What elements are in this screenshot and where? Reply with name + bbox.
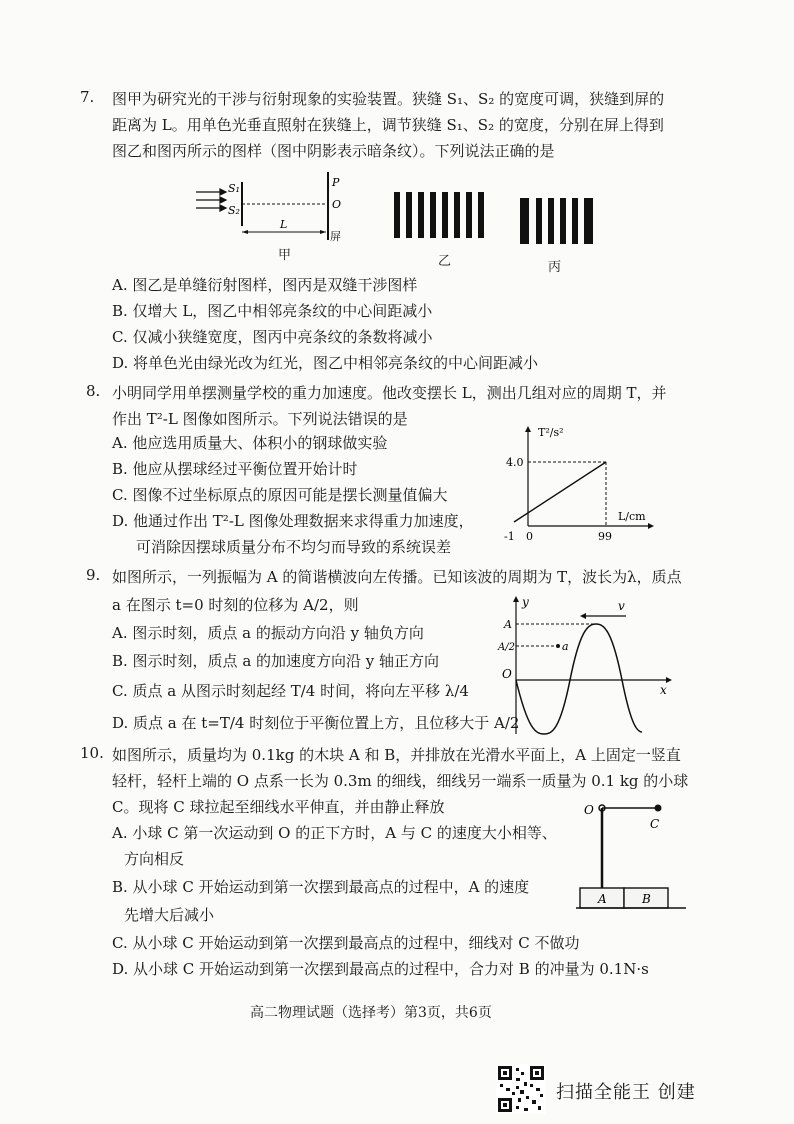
page-footer: 高二物理试题（选择考）第3页，共6页 (250, 1005, 492, 1021)
q9-wave-graph (494, 594, 674, 736)
q8-stem-line-2: 作出 T²-L 图像如图所示。下列说法错误的是 (112, 410, 408, 428)
q9-option-a: A. 图示时刻，质点 a 的振动方向沿 y 轴负方向 (112, 624, 424, 642)
q10-pendulum-figure (574, 800, 694, 916)
q9-graph-point-a: a (562, 640, 569, 653)
q7-caption-yi: 乙 (438, 254, 452, 269)
q10-option-b-line-2: 先增大后减小 (124, 906, 215, 924)
q7-caption-bing: 丙 (548, 260, 562, 275)
q8-option-a: A. 他应选用质量大、体积小的钢球做实验 (112, 434, 388, 452)
q10-stem-line-1: 如图所示，质量均为 0.1kg 的木块 A 和 B，并排放在光滑水平面上，A 上固定一竖直 (112, 746, 681, 764)
q10-option-b-line-1: B. 从小球 C 开始运动到第一次摆到最高点的过程中，A 的速度 (112, 878, 530, 896)
q8-stem-line-1: 小明同学用单摆测量学校的重力加速度。他改变摆长 L，测出几组对应的周期 T，并 (112, 384, 667, 402)
q8-option-b: B. 他应从摆球经过平衡位置开始计时 (112, 460, 358, 478)
q10-stem-line-2: 轻杆，轻杆上端的 O 点系一长为 0.3m 的细线，细线另一端系一质量为 0.1 kg 的小球 (112, 772, 689, 790)
q9-graph-origin: O (502, 667, 512, 681)
q7-label-p: P (332, 176, 340, 189)
q10-label-b: B (642, 892, 651, 906)
q7-caption-jia: 甲 (278, 248, 292, 263)
q10-stem-line-3: C。现将 C 球拉起至细线水平伸直，并由静止释放 (112, 798, 445, 816)
q9-graph-velocity: v (618, 599, 625, 613)
q7-label-l: L (280, 218, 288, 231)
q8-option-c: C. 图像不过坐标原点的原因可能是摆长测量值偏大 (112, 486, 448, 504)
q7-stem-line-3: 图乙和图丙所示的图样（图中阴影表示暗条纹）。下列说法正确的是 (112, 142, 555, 160)
q7-option-a: A. 图乙是单缝衍射图样，图丙是双缝干涉图样 (112, 276, 418, 294)
q9-option-b: B. 图示时刻，质点 a 的加速度方向沿 y 轴正方向 (112, 652, 440, 670)
q7-option-b: B. 仅增大 L，图乙中相邻亮条纹的中心间距减小 (112, 302, 433, 320)
q8-option-d-line-2: 可消除因摆球质量分布不均匀而导致的系统误差 (136, 538, 452, 556)
q7-label-screen: 屏 (330, 230, 341, 243)
q9-option-d: D. 质点 a 在 t=T/4 时刻位于平衡位置上方，且位移大于 A/2 (112, 714, 520, 732)
q10-number: 10. (80, 744, 104, 762)
q9-number: 9. (86, 566, 101, 584)
q7-figure-bing (516, 196, 598, 246)
q8-option-d-line-1: D. 他通过作出 T²-L 图像处理数据来求得重力加速度， (112, 512, 474, 530)
q7-label-o: O (332, 198, 342, 211)
q7-label-s2: S₂ (228, 204, 240, 217)
q9-graph-x-label: x (660, 683, 667, 697)
q9-graph-half-amplitude: A/2 (498, 642, 515, 653)
q9-stem-line-2: a 在图示 t=0 时刻的位移为 A/2，则 (112, 596, 359, 614)
q8-graph-x-tick-neg1: -1 (504, 530, 515, 543)
q8-graph-ylabel: T²/s² (538, 426, 564, 439)
q7-stem-line-2: 距离为 L。用单色光垂直照射在狭缝上，调节狭缝 S₁、S₂ 的宽度，分别在屏上得到 (112, 116, 664, 134)
q7-figure-yi (388, 190, 496, 240)
q9-graph-amplitude: A (504, 618, 512, 631)
q8-graph-x-tick-0: 0 (526, 530, 533, 543)
q10-option-d: D. 从小球 C 开始运动到第一次摆到最高点的过程中，合力对 B 的冲量为 0.1N·s (112, 960, 649, 978)
q10-label-o: O (584, 803, 594, 817)
q10-label-c: C (650, 817, 660, 831)
q7-number: 7. (80, 88, 95, 106)
q9-graph-y-label: y (522, 595, 529, 609)
q10-option-a-line-1: A. 小球 C 第一次运动到 O 的正下方时，A 与 C 的速度大小相等、 (112, 824, 557, 842)
q10-label-a: A (598, 892, 607, 906)
q8-t2-l-graph (496, 422, 656, 546)
q8-graph-xlabel: L/cm (618, 510, 646, 523)
q8-number: 8. (86, 382, 101, 400)
qr-code-icon (496, 1064, 546, 1114)
q9-option-c: C. 质点 a 从图示时刻起经 T/4 时间，将向左平移 λ/4 (112, 682, 469, 700)
q9-stem-line-1: 如图所示，一列振幅为 A 的简谐横波向左传播。已知该波的周期为 T，波长为λ，质点 (112, 568, 682, 586)
q7-label-s1: S₁ (228, 182, 240, 195)
q8-graph-x-tick-99: 99 (598, 530, 612, 543)
q7-option-d: D. 将单色光由绿光改为红光，图乙中相邻亮条纹的中心间距减小 (112, 354, 539, 372)
q7-figure-jia (190, 168, 360, 260)
q8-graph-y-tick: 4.0 (506, 456, 524, 469)
scanner-brand-label: 扫描全能王 创建 (556, 1082, 696, 1103)
q10-option-c: C. 从小球 C 开始运动到第一次摆到最高点的过程中，细线对 C 不做功 (112, 934, 580, 952)
q10-option-a-line-2: 方向相反 (124, 850, 185, 868)
q7-option-c: C. 仅减小狭缝宽度，图丙中亮条纹的条数将减小 (112, 328, 433, 346)
q7-stem-line-1: 图甲为研究光的干涉与衍射现象的实验装置。狭缝 S₁、S₂ 的宽度可调，狭缝到屏的 (112, 90, 665, 108)
